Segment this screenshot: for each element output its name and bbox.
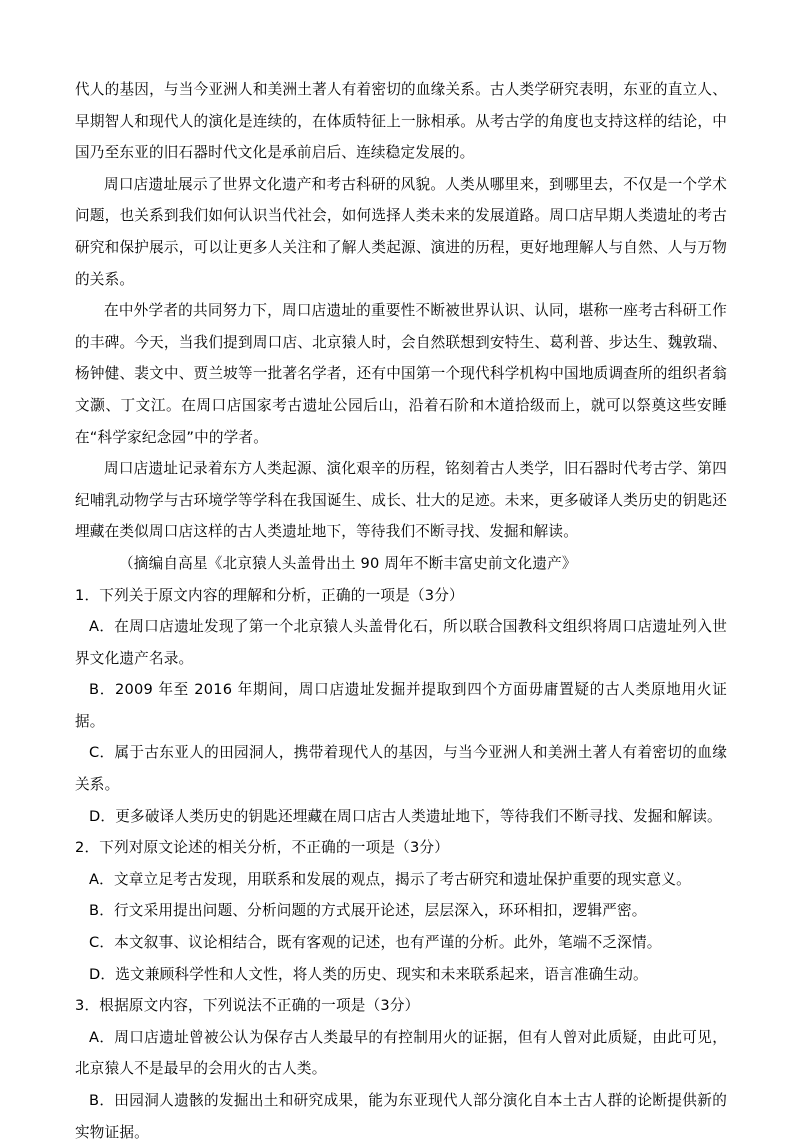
question-option-c: C．本文叙事、议论相结合，既有客观的记述，也有严谨的分析。此外，笔端不乏深情。 [89, 934, 662, 952]
question-stem: 1．下列关于原文内容的理解和分析，正确的一项是（3分） [75, 586, 464, 604]
body-paragraph-1: 代人的基因，与当今亚洲人和美洲土著人有着密切的血缘关系。古人类学研究表明，东亚的直立人、早期智人和现代人的演化是连续的，在体质特征上一脉相承。从考古学的角度也支持这样的结论，中国乃至东亚的旧石器时代文化是承前启后、连续稳定发展的。 [75, 81, 727, 162]
body-paragraph-4: 周口店遗址记录着东方人类起源、演化艰辛的历程，铭刻着古人类学，旧石器时代考古学、第四纪哺乳动物学与古环境学等学科在我国诞生、成长、壮大的足迹。未来，更多破译人类历史的钥匙还埋藏在类似周口店这样的古人类遗址地下，等待我们不断寻找、发掘和解读。 [75, 460, 727, 541]
question-3 [75, 990, 727, 1148]
question-option-a: A．文章立足考古发现，用联系和发展的观点，揭示了考古研究和遗址保护重要的现实意义。 [89, 870, 691, 888]
question-option-d: D．选文兼顾科学性和人文性，将人类的历史、现实和未来联系起来，语言准确生动。 [89, 965, 648, 983]
question-stem: 2．下列对原文论述的相关分析，不正确的一项是（3分） [75, 839, 450, 857]
question-option-d: D．更多破译人类历史的钥匙还埋藏在周口店古人类遗址地下，等待我们不断寻找、发掘和解读。 [89, 807, 722, 825]
question-option-a: A．在周口店遗址发现了第一个北京猿人头盖骨化石，所以联合国教科文组织将周口店遗址列入世界文化遗产名录。 [75, 618, 727, 667]
document-page [75, 74, 727, 1148]
question-option-c: C．属于古东亚人的田园洞人，携带着现代人的基因，与当今亚洲人和美洲土著人有着密切的血缘关系。 [75, 744, 727, 794]
source-citation: （摘编自高星《北京猿人头盖骨出土 90 周年不断丰富史前文化遗产》 [119, 554, 577, 572]
body-paragraph-2: 周口店遗址展示了世界文化遗产和考古科研的风貌。人类从哪里来，到哪里去，不仅是一个学术问题，也关系到我们如何认识当代社会，如何选择人类未来的发展道路。周口店早期人类遗址的考古研究和保护展示，可以让更多人关注和了解人类起源、演进的历程，更好地理解人与自然、人与万物的关系。 [75, 175, 727, 288]
question-stem: 3．根据原文内容，下列说法不正确的一项是（3分） [75, 997, 420, 1015]
body-paragraph-3: 在中外学者的共同努力下，周口店遗址的重要性不断被世界认识、认同，堪称一座考古科研工作的丰碑。今天，当我们提到周口店、北京猿人时，会自然联想到安特生、葛利普、步达生、魏敦瑞、杨钟健、裴文中、贾兰坡等一批著名学者，还有中国第一个现代科学机构中国地质调查所的组织者翁文灏、丁文江。在周口店国家考古遗址公园后山，沿着石阶和木道拾级而上，就可以祭奠这些安睡在“科学家纪念园”中的学者。 [75, 302, 727, 446]
question-2 [75, 832, 727, 990]
question-option-b: B．田园洞人遗骸的发掘出土和研究成果，能为东亚现代人部分演化自本土古人群的论断提供新的实物证据。 [75, 1092, 727, 1141]
question-1 [75, 580, 727, 833]
question-option-a: A．周口店遗址曾被公认为保存古人类最早的有控制用火的证据，但有人曾对此质疑，由此可见，北京猿人不是最早的会用火的古人类。 [75, 1028, 727, 1078]
question-option-b: B．行文采用提出问题、分析问题的方式展开论述，层层深入，环环相扣，逻辑严密。 [89, 902, 647, 920]
question-option-b: B．2009 年至 2016 年期间，周口店遗址发掘并提取到四个方面毋庸置疑的古人类原地用火证据。 [75, 681, 727, 730]
